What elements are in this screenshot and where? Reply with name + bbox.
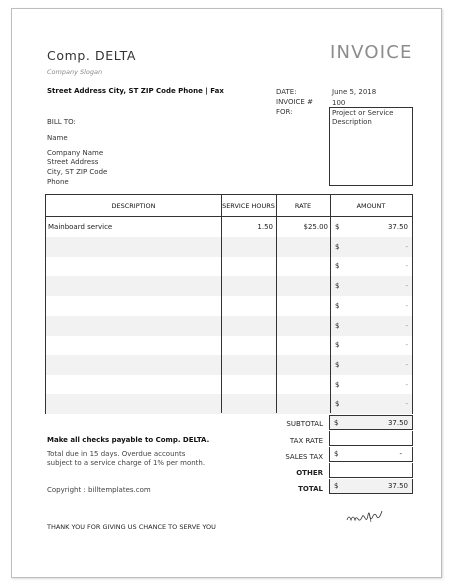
date-label: DATE:: [276, 88, 297, 96]
item-currency: $: [335, 380, 340, 389]
date-value: June 5, 2018: [332, 88, 377, 96]
items-table: [45, 194, 413, 414]
item-description: [48, 296, 218, 316]
item-hours: [221, 296, 273, 316]
item-hours: [221, 394, 273, 414]
item-description: [48, 276, 218, 296]
item-currency: $: [335, 321, 340, 330]
terms-line-2: subject to a service charge of 1% per month.: [47, 459, 206, 467]
header-description: DESCRIPTION: [111, 201, 156, 210]
header-rate: RATE: [294, 201, 312, 210]
company-slogan: Company Slogan: [47, 68, 103, 76]
header-amount: AMOUNT: [356, 201, 386, 210]
item-amount: -: [405, 321, 408, 330]
item-hours: 1.50: [257, 223, 273, 231]
bill-to-company: Company Name: [47, 149, 104, 157]
payable-note: Make all checks payable to Comp. DELTA.: [47, 436, 210, 444]
item-rate: [276, 355, 328, 375]
subtotal-currency: $: [334, 419, 339, 427]
item-amount: -: [405, 400, 408, 409]
item-rate: [276, 316, 328, 336]
item-currency: $: [335, 341, 340, 350]
table-row: [46, 256, 412, 276]
item-amount: -: [405, 301, 408, 310]
item-hours: [221, 375, 273, 395]
item-amount: -: [405, 360, 408, 369]
bill-to-phone: Phone: [47, 178, 69, 186]
table-row: [46, 394, 412, 414]
sales-tax-currency: $: [334, 450, 339, 458]
bill-to-street: Street Address: [47, 158, 99, 166]
table-row: [46, 316, 412, 336]
item-currency: $: [335, 400, 340, 409]
other-label: OTHER: [296, 469, 323, 477]
table-row: [46, 276, 412, 296]
sales-tax-value: -: [399, 450, 402, 458]
bill-to-name: Name: [47, 134, 68, 142]
invoice-number-label: INVOICE #: [276, 98, 313, 106]
table-row: [46, 296, 412, 316]
item-description: [48, 375, 218, 395]
item-currency: $: [335, 301, 340, 310]
bill-to-label: BILL TO:: [47, 118, 76, 126]
item-hours: [221, 355, 273, 375]
invoice-sheet: [11, 8, 442, 578]
company-address: Street Address City, ST ZIP Code Phone | Fax: [47, 87, 224, 95]
total-currency: $: [334, 482, 339, 490]
total-label: TOTAL: [298, 485, 323, 493]
item-rate: [276, 276, 328, 296]
item-rate: [276, 394, 328, 414]
terms-line-1: Total due in 15 days. Overdue accounts: [47, 450, 186, 458]
copyright-note: Copyright : billtemplates.com: [47, 486, 151, 494]
item-description: [48, 355, 218, 375]
item-amount: 37.50: [387, 223, 408, 231]
item-hours: [221, 237, 273, 257]
item-description: [48, 394, 218, 414]
item-hours: [221, 256, 273, 276]
table-row: [46, 237, 412, 257]
item-currency: $: [335, 242, 340, 251]
subtotal-value: 37.50: [387, 419, 408, 427]
total-box: [329, 479, 413, 494]
thank-you-note: THANK YOU FOR GIVING US CHANCE TO SERVE YOU: [47, 523, 216, 531]
total-value: 37.50: [387, 482, 408, 490]
invoice-number-value: 100: [332, 99, 346, 107]
items-table-header: [46, 195, 412, 217]
table-row: [46, 375, 412, 395]
table-row: [46, 217, 412, 237]
item-description: [48, 316, 218, 336]
item-rate: [276, 296, 328, 316]
item-amount: -: [405, 262, 408, 271]
item-amount: -: [405, 341, 408, 350]
item-currency: $: [335, 360, 340, 369]
item-rate: [276, 375, 328, 395]
table-row: [46, 355, 412, 375]
sales-tax-box: [329, 447, 413, 462]
item-description: [48, 256, 218, 276]
item-description: [48, 335, 218, 355]
item-currency: $: [335, 282, 340, 291]
sales-tax-label: SALES TAX: [285, 453, 323, 461]
other-box: [329, 463, 413, 478]
table-row: [46, 335, 412, 355]
company-name: Comp. DELTA: [47, 48, 137, 63]
bill-to-city: City, ST ZIP Code: [47, 168, 108, 176]
tax-rate-box: [329, 431, 413, 446]
item-amount: -: [405, 380, 408, 389]
item-currency: $: [335, 262, 340, 271]
item-rate: [276, 237, 328, 257]
subtotal-box: [329, 415, 413, 430]
subtotal-label: SUBTOTAL: [286, 420, 323, 428]
item-amount: -: [405, 242, 408, 251]
item-rate: [276, 335, 328, 355]
item-hours: [221, 316, 273, 336]
item-rate: $25.00: [303, 223, 328, 231]
item-description: Mainboard service: [48, 223, 113, 231]
item-amount: -: [405, 282, 408, 291]
signature-image: [345, 509, 390, 525]
item-hours: [221, 335, 273, 355]
tax-rate-label: TAX RATE: [289, 437, 323, 445]
item-currency: $: [335, 223, 340, 231]
item-description: [48, 237, 218, 257]
header-service-hours: SERVICE HOURS: [222, 201, 275, 210]
for-description-box: Project or Service Description: [329, 107, 413, 186]
for-label: FOR:: [276, 108, 293, 116]
item-hours: [221, 276, 273, 296]
item-rate: [276, 256, 328, 276]
invoice-title: INVOICE: [330, 42, 413, 63]
